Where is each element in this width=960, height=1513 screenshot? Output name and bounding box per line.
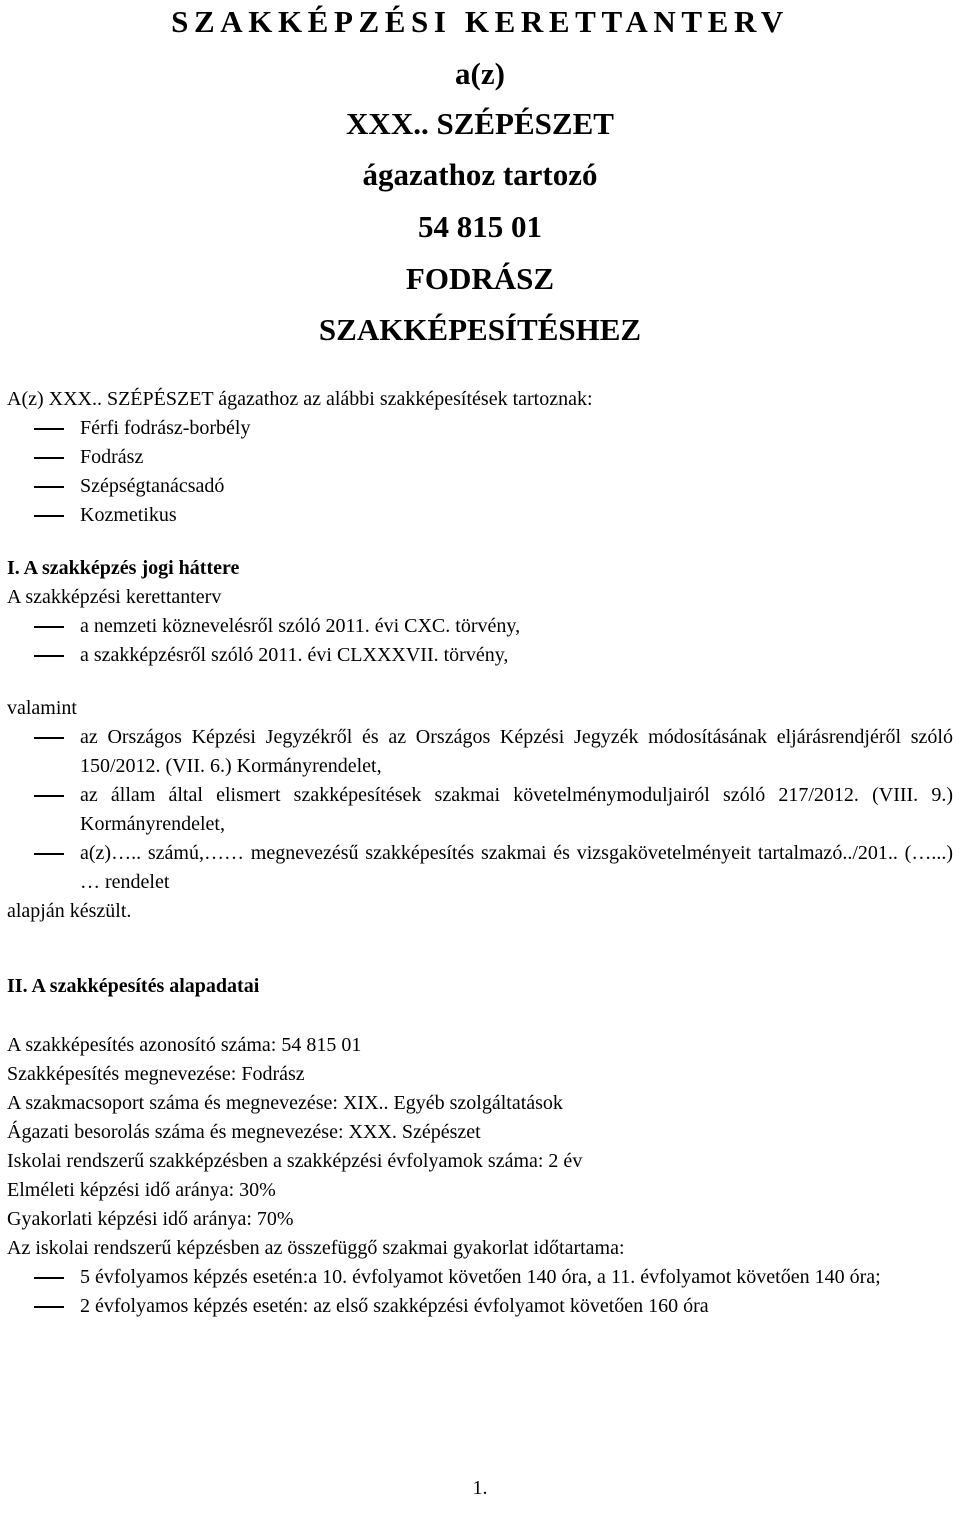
list-item bbox=[7, 501, 953, 530]
document-body bbox=[7, 385, 953, 1321]
spacer bbox=[7, 1001, 953, 1031]
list-item bbox=[7, 612, 953, 641]
list-item bbox=[7, 839, 953, 897]
dash-bullet-icon bbox=[34, 655, 64, 657]
title-line-qualification: FODRÁSZ bbox=[405, 261, 555, 296]
title-line-suffix: SZAKKÉPESÍTÉSHEZ bbox=[318, 312, 642, 347]
data-line: Gyakorlati képzési idő aránya: 70% bbox=[7, 1208, 294, 1230]
section-heading: II. A szakképesítés alapadatai bbox=[7, 975, 260, 997]
list-item bbox=[7, 641, 953, 670]
title-line-code: 54 815 01 bbox=[418, 209, 542, 244]
list-item bbox=[7, 1292, 953, 1321]
dash-bullet-icon bbox=[34, 853, 64, 855]
data-line: Iskolai rendszerű szakképzésben a szakképzési évfolyamok száma: 2 év bbox=[7, 1150, 583, 1172]
data-line: A szakmacsoport száma és megnevezése: XIX.. Egyéb szolgáltatások bbox=[7, 1092, 563, 1114]
spacer bbox=[7, 670, 953, 694]
page-number: 1. bbox=[472, 1477, 488, 1499]
list-item bbox=[7, 1263, 953, 1292]
spacer bbox=[7, 926, 953, 972]
list-item-text: a szakképzésről szóló 2011. évi CLXXXVII. törvény, bbox=[80, 644, 509, 666]
data-line: A szakképesítés azonosító száma: 54 815 01 bbox=[7, 1034, 362, 1056]
list-item-text: az állam által elismert szakképesítések szakmai követelménymoduljairól szóló 217/2012. (VIII. 9.) Kormányrendelet, bbox=[80, 784, 953, 835]
list-item bbox=[7, 414, 953, 443]
list-item-text: 2 évfolyamos képzés esetén: az első szakképzési évfolyamot követően 160 óra bbox=[80, 1295, 709, 1317]
list-item-text: a nemzeti köznevelésről szóló 2011. évi CXC. törvény, bbox=[80, 615, 521, 637]
section-heading: I. A szakképzés jogi háttere bbox=[7, 557, 240, 579]
list-item-text: 5 évfolyamos képzés esetén:a 10. évfolyamot követően 140 óra, a 11. évfolyamot követően 140 óra; bbox=[80, 1266, 881, 1288]
data-line: Ágazati besorolás száma és megnevezése: XXX. Szépészet bbox=[7, 1121, 481, 1143]
list-item-text: Férfi fodrász-borbély bbox=[80, 417, 251, 439]
dash-bullet-icon bbox=[34, 1306, 64, 1308]
data-line: Az iskolai rendszerű képzésben az összefüggő szakmai gyakorlat időtartama: bbox=[7, 1237, 625, 1259]
list-item bbox=[7, 723, 953, 781]
list-item bbox=[7, 472, 953, 501]
list-item-text: Szépségtanácsadó bbox=[80, 475, 225, 497]
spacer bbox=[7, 530, 953, 554]
list-item-text: Fodrász bbox=[80, 446, 144, 468]
dash-bullet-icon bbox=[34, 486, 64, 488]
dash-bullet-icon bbox=[34, 457, 64, 459]
closing-text: alapján készült. bbox=[7, 900, 132, 922]
dash-bullet-icon bbox=[34, 428, 64, 430]
list-item-text: Kozmetikus bbox=[80, 504, 177, 526]
dash-bullet-icon bbox=[34, 1277, 64, 1279]
dash-bullet-icon bbox=[34, 515, 64, 517]
data-line: Szakképesítés megnevezése: Fodrász bbox=[7, 1063, 305, 1085]
list-item-text: a(z)….. számú,…… megnevezésű szakképesítés szakmai és vizsgakövetelményeit tartalmazó../201.. (…...) … rendelet bbox=[80, 842, 953, 893]
title-line-az: a(z) bbox=[455, 56, 505, 91]
document-title: SZAKKÉPZÉSI KERETTANTERV bbox=[171, 4, 789, 39]
intro-text: A(z) XXX.. SZÉPÉSZET ágazathoz az alábbi szakképesítések tartoznak: bbox=[7, 388, 593, 410]
dash-bullet-icon bbox=[34, 737, 64, 739]
dash-bullet-icon bbox=[34, 626, 64, 628]
title-line-belonging: ágazathoz tartozó bbox=[362, 157, 598, 192]
data-line: Elméleti képzési idő aránya: 30% bbox=[7, 1179, 276, 1201]
title-line-sector: XXX.. SZÉPÉSZET bbox=[346, 106, 614, 141]
list-item bbox=[7, 443, 953, 472]
list-item bbox=[7, 781, 953, 839]
dash-bullet-icon bbox=[34, 795, 64, 797]
list-item-text: az Országos Képzési Jegyzékről és az Országos Képzési Jegyzék módosításának eljárásrendjéről szóló 150/2012. (VII. 6.) Kormányrendelet, bbox=[80, 726, 953, 777]
section-text: A szakképzési kerettanterv bbox=[7, 586, 222, 608]
conjunction-text: valamint bbox=[7, 697, 77, 719]
